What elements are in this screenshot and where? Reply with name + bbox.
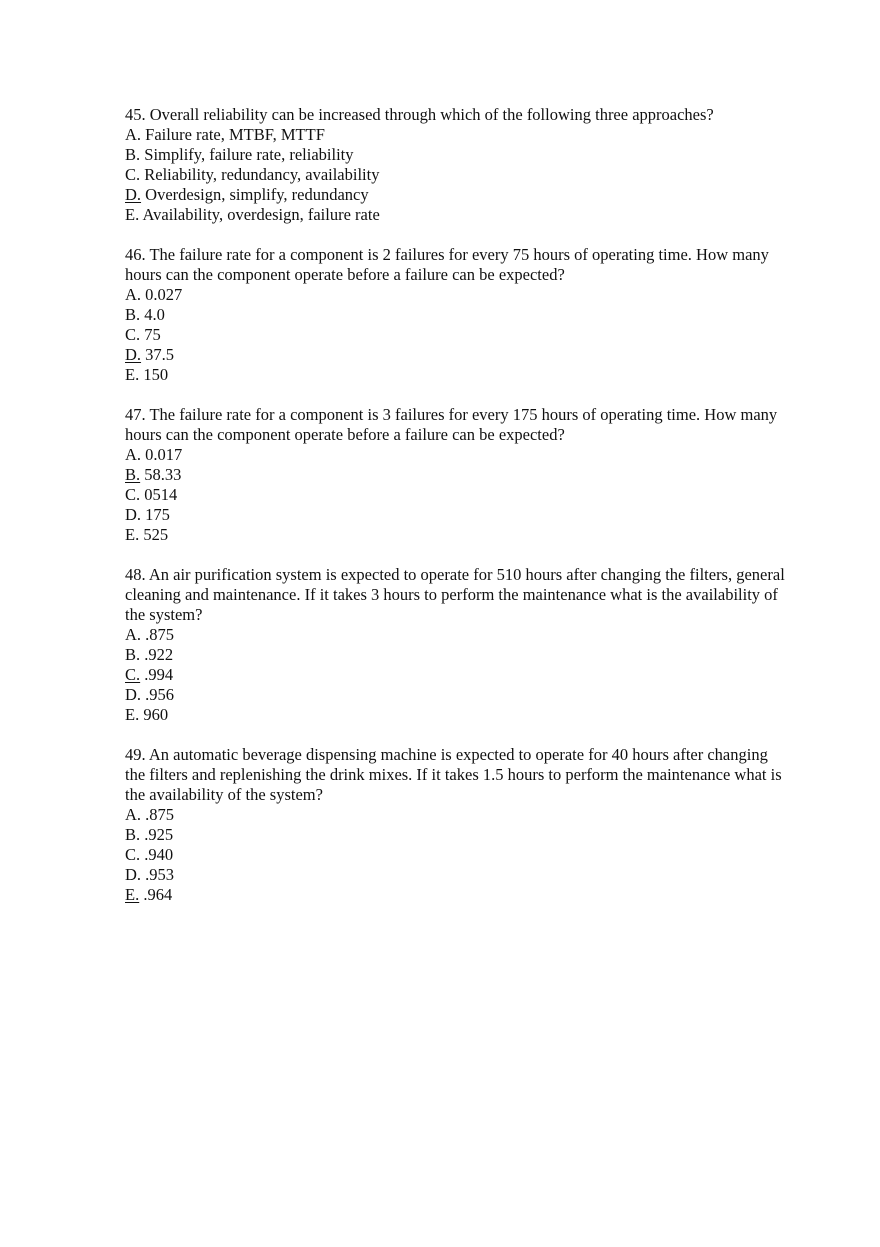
option-letter: E. xyxy=(125,525,140,544)
option-text: 175 xyxy=(145,505,170,524)
answer-option-correct xyxy=(125,665,785,685)
option-letter: B. xyxy=(125,645,141,664)
answer-option xyxy=(125,485,785,505)
answer-option xyxy=(125,625,785,645)
question-stem: 47. The failure rate for a component is 3 failures for every 175 hours of operating time. How many hours can the component operate before a failure can be expected? xyxy=(125,405,778,444)
option-letter-correct: C. xyxy=(125,665,141,684)
option-text: .925 xyxy=(144,825,174,844)
question-stem: 49. An automatic beverage dispensing machine is expected to operate for 40 hours after changing the filters and replenishing the drink mixes. If it takes 1.5 hours to perform the maintenance what is the availability of the system? xyxy=(125,745,782,804)
option-letter: D. xyxy=(125,865,142,884)
answer-option xyxy=(125,865,785,885)
option-text: 0514 xyxy=(144,485,178,504)
option-text: .940 xyxy=(144,845,174,864)
answer-option xyxy=(125,205,785,225)
answer-option xyxy=(125,285,785,305)
answer-option xyxy=(125,145,785,165)
option-text: 0.027 xyxy=(145,285,183,304)
answer-option-correct xyxy=(125,465,785,485)
option-text: Failure rate, MTBF, MTTF xyxy=(145,125,325,144)
option-letter-correct: D. xyxy=(125,185,142,204)
answer-option xyxy=(125,825,785,845)
option-letter: A. xyxy=(125,125,142,144)
option-letter: C. xyxy=(125,165,141,184)
option-text: 960 xyxy=(143,705,169,724)
question-45 xyxy=(125,105,785,225)
option-text: .922 xyxy=(144,645,174,664)
answer-option xyxy=(125,685,785,705)
option-text: 37.5 xyxy=(145,345,175,364)
option-letter-correct: B. xyxy=(125,465,141,484)
document-page xyxy=(125,105,785,925)
option-letter: C. xyxy=(125,845,141,864)
answer-option xyxy=(125,165,785,185)
option-letter-correct: D. xyxy=(125,345,142,364)
option-letter: B. xyxy=(125,145,141,164)
question-stem: 48. An air purification system is expected to operate for 510 hours after changing the filters, general cleaning and maintenance. If it takes 3 hours to perform the maintenance what is the availability of the system? xyxy=(125,565,785,624)
option-text: 525 xyxy=(143,525,169,544)
answer-option-correct xyxy=(125,345,785,365)
question-47 xyxy=(125,405,785,545)
question-48 xyxy=(125,565,785,725)
option-letter: A. xyxy=(125,285,142,304)
option-text: 150 xyxy=(143,365,169,384)
option-letter: E. xyxy=(125,705,140,724)
question-49 xyxy=(125,745,785,905)
answer-option xyxy=(125,525,785,545)
option-letter: D. xyxy=(125,685,142,704)
option-letter: D. xyxy=(125,505,142,524)
answer-option xyxy=(125,505,785,525)
option-letter: A. xyxy=(125,625,142,644)
option-text: 0.017 xyxy=(145,445,183,464)
answer-option xyxy=(125,325,785,345)
answer-option xyxy=(125,365,785,385)
answer-option-correct xyxy=(125,885,785,905)
option-text: .964 xyxy=(143,885,173,904)
option-text: Availability, overdesign, failure rate xyxy=(142,205,380,224)
option-letter: A. xyxy=(125,445,142,464)
answer-option xyxy=(125,305,785,325)
option-letter: B. xyxy=(125,825,141,844)
option-text: Reliability, redundancy, availability xyxy=(144,165,380,184)
option-text: .956 xyxy=(145,685,175,704)
option-letter: E. xyxy=(125,365,140,384)
answer-option xyxy=(125,125,785,145)
option-text: 58.33 xyxy=(144,465,182,484)
option-letter: B. xyxy=(125,305,141,324)
question-stem: 46. The failure rate for a component is 2 failures for every 75 hours of operating time. How many hours can the component operate before a failure can be expected? xyxy=(125,245,769,284)
option-letter: A. xyxy=(125,805,142,824)
option-text: .953 xyxy=(145,865,175,884)
answer-option xyxy=(125,805,785,825)
option-text: .875 xyxy=(145,625,175,644)
option-letter: C. xyxy=(125,485,141,504)
answer-option xyxy=(125,645,785,665)
option-text: 75 xyxy=(144,325,161,344)
answer-option-correct xyxy=(125,185,785,205)
option-text: Simplify, failure rate, reliability xyxy=(144,145,354,164)
option-letter-correct: E. xyxy=(125,885,140,904)
option-text: .875 xyxy=(145,805,175,824)
question-stem: 45. Overall reliability can be increased through which of the following three approaches? xyxy=(125,105,714,124)
option-text: Overdesign, simplify, redundancy xyxy=(145,185,369,204)
option-text: .994 xyxy=(144,665,174,684)
answer-option xyxy=(125,445,785,465)
option-letter: C. xyxy=(125,325,141,344)
option-text: 4.0 xyxy=(144,305,165,324)
answer-option xyxy=(125,845,785,865)
question-46 xyxy=(125,245,785,385)
answer-option xyxy=(125,705,785,725)
option-letter: E. xyxy=(125,205,140,224)
